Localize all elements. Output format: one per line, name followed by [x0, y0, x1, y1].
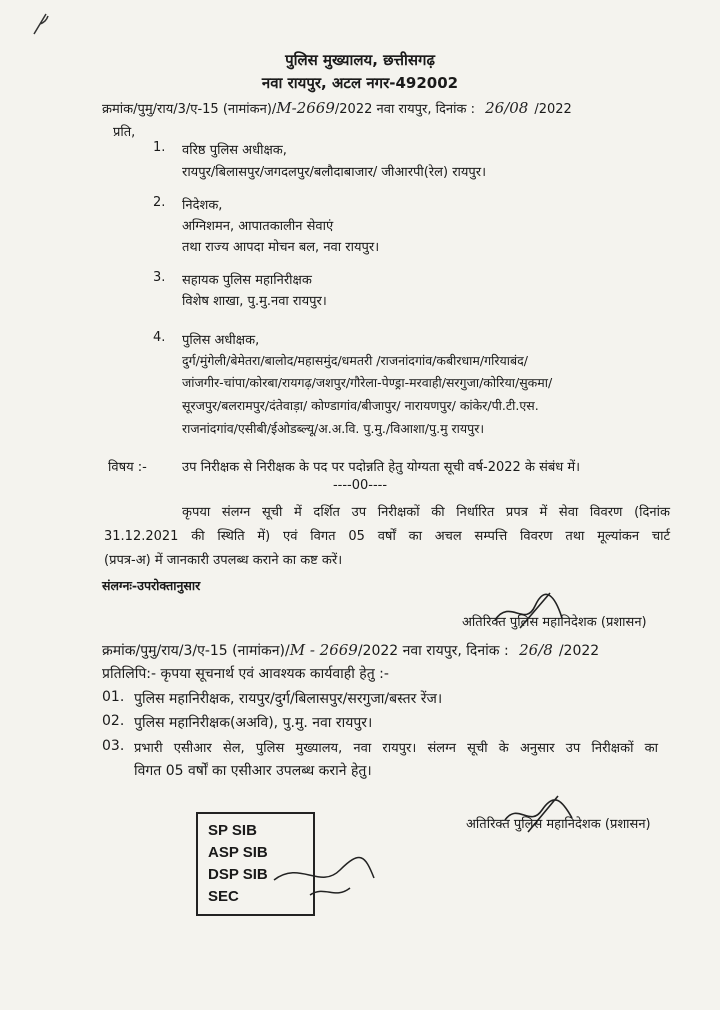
pen-mark-icon — [26, 8, 56, 38]
body-line-1: कृपया संलग्न सूची में दर्शित उप निरीक्षकों की निर्धारित प्रपत्र में सेवा विवरण (दिनांक — [182, 505, 670, 520]
body-line-2: 31.12.2021 की स्थिति में) एवं विगत 05 वर्षों का अचल सम्पत्ति विवरण तथा मूल्यांकन चार्ट — [104, 529, 670, 544]
header-line-1: पुलिस मुख्यालय, छत्तीसगढ़ — [285, 51, 435, 69]
ref-date-handwritten: 26/08 — [485, 99, 529, 117]
recipient-2-line-2: अग्निशमन, आपातकालीन सेवाएं — [182, 219, 334, 234]
subject-label: विषय :- — [108, 460, 147, 475]
recipient-4-line-4: सूरजपुर/बलरामपुर/दंतेवाड़ा/ कोण्डागांव/बीजापुर/ नारायणपुर/ कांकेर/पी.टी.एस. — [182, 398, 539, 413]
ref-year: /2022 — [534, 102, 572, 117]
copy-3-line-2: विगत 05 वर्षों का एसीआर उपलब्ध कराने हेतु। — [134, 763, 372, 779]
recipient-4-line-3: जांजगीर-चांपा/कोरबा/रायगढ़/जशपुर/गौरेला-पेण्ड्रा-मरवाही/सरगुजा/कोरिया/सुकमा/ — [182, 375, 553, 390]
ref-middle: /2022 नवा रायपुर, दिनांक : — [334, 102, 475, 117]
divider: ----00---- — [332, 478, 388, 493]
ref2-prefix: क्रमांक/पुमु/राय/3/ए-15 (नामांकन)/ — [102, 643, 290, 659]
ref-prefix: क्रमांक/पुमु/राय/3/ए-15 (नामांकन)/ — [102, 102, 277, 117]
reference-line-1 — [102, 99, 572, 117]
copy-1-line-1: पुलिस महानिरीक्षक, रायपुर/दुर्ग/बिलासपुर/सरगुजा/बस्तर रेंज। — [134, 691, 443, 707]
stamp-line-2: ASP SIB — [208, 844, 268, 861]
body-line-3: (प्रपत्र-अ) में जानकारी उपलब्ध कराने का कष्ट करें। — [104, 553, 343, 568]
stamp-line-3: DSP SIB — [208, 866, 268, 883]
header-line-2: नवा रायपुर, अटल नगर-492002 — [261, 74, 459, 92]
ref2-date-handwritten: 26/8 — [519, 641, 553, 659]
stamp-line-4: SEC — [208, 888, 239, 905]
recipient-4-line-1: पुलिस अधीक्षक, — [182, 333, 260, 348]
enclosure-note: संलग्नः-उपरोक्तानुसार — [102, 578, 201, 593]
recipient-number-1: 1. — [153, 140, 166, 155]
ref2-middle: /2022 नवा रायपुर, दिनांक : — [357, 643, 509, 659]
stamp-line-1: SP SIB — [208, 822, 257, 839]
recipient-4-line-5: राजनांदगांव/एसीबी/ईओडब्ल्यू/अ.अ.वि. पु.मु./विआशा/पु.मु रायपुर। — [182, 421, 485, 436]
recipient-number-4: 4. — [153, 330, 166, 345]
copy-number-1: 01. — [102, 689, 125, 705]
copy-label: प्रतिलिपि:- कृपया सूचनार्थ एवं आवश्यक कार्यवाही हेतु :- — [102, 666, 389, 682]
recipient-3-line-2: विशेष शाखा, पु.मु.नवा रायपुर। — [182, 294, 327, 309]
reference-line-2 — [102, 641, 599, 660]
copy-2-line-1: पुलिस महानिरीक्षक(अअवि), पु.मु. नवा रायपुर। — [134, 715, 373, 731]
signature-designation-1: अतिरिक्त पुलिस महानिदेशक (प्रशासन) — [462, 615, 647, 630]
ref2-year: /2022 — [558, 643, 600, 659]
recipient-number-2: 2. — [153, 195, 166, 210]
recipient-2-line-1: निदेशक, — [182, 198, 223, 213]
recipient-3-line-1: सहायक पुलिस महानिरीक्षक — [182, 273, 312, 288]
signature-designation-2: अतिरिक्त पुलिस महानिदेशक (प्रशासन) — [466, 817, 651, 832]
copy-3-line-1: प्रभारी एसीआर सेल, पुलिस मुख्यालय, नवा रायपुर। संलग्न सूची के अनुसार उप निरीक्षकों का — [134, 741, 658, 756]
recipient-number-3: 3. — [153, 270, 166, 285]
recipient-2-line-3: तथा राज्य आपदा मोचन बल, नवा रायपुर। — [182, 240, 380, 255]
recipient-1-line-1: वरिष्ठ पुलिस अधीक्षक, — [182, 143, 287, 158]
recipient-1-line-2: रायपुर/बिलासपुर/जगदलपुर/बलौदाबाजार/ जीआरपी(रेल) रायपुर। — [182, 165, 487, 180]
subject-text: उप निरीक्षक से निरीक्षक के पद पर पदोन्नति हेतु योग्यता सूची वर्ष-2022 के संबंध में। — [182, 460, 581, 475]
initial-scribble-icon — [270, 840, 380, 910]
copy-number-3: 03. — [102, 738, 125, 754]
recipient-4-line-2: दुर्ग/मुंगेली/बेमेतरा/बालोद/महासमुंद/धमतरी /राजनांदगांव/कबीरधाम/गरियाबंद/ — [182, 353, 528, 368]
ref-number-handwritten: M-2669 — [276, 99, 335, 117]
to-label: प्रति, — [113, 125, 136, 140]
ref2-number-handwritten: M - 2669 — [289, 641, 358, 659]
copy-number-2: 02. — [102, 713, 125, 729]
